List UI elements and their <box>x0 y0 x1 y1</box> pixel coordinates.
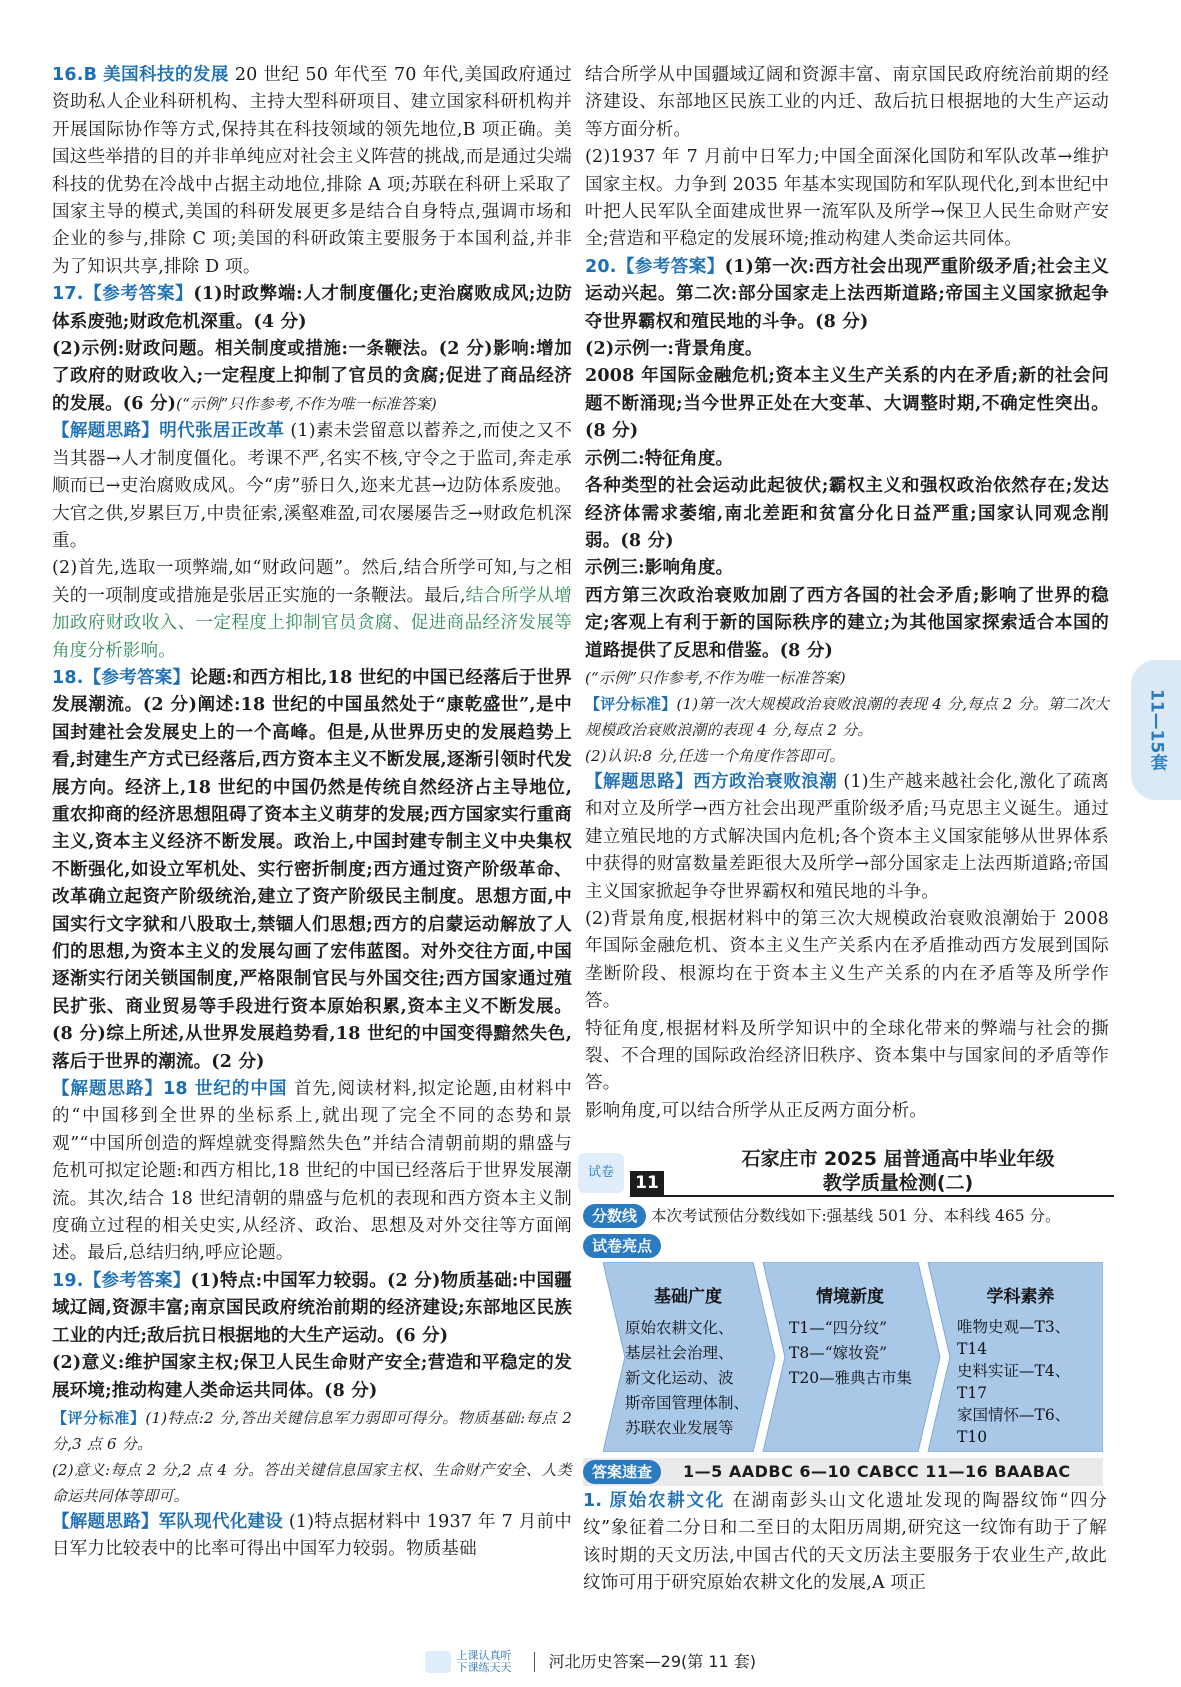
q19-idea-text: (1)特点据材料中 1937 年 7 月前中日军力比较表中的比率可得出中国军力较弱。物质基础 <box>52 1511 573 1560</box>
chevron-context-body <box>789 1316 912 1391</box>
q18-answer <box>52 665 572 1076</box>
chevron-literacy-line: T14 <box>957 1340 988 1358</box>
highlights-label-wrap <box>583 1233 661 1260</box>
q20-score2: (2)认识:8 分,任选一个角度作答即可。 <box>585 746 845 765</box>
chevron-basic-line: 原始农耕文化、 <box>625 1319 734 1337</box>
q17-idea-topic: 明代张居正改革 <box>159 421 285 442</box>
chevron-context-line: T1—“四分纹” <box>789 1319 888 1337</box>
q17-idea1: (1)素未尝留意以蓄养之,而使之又不当其器→人才制度僵化。考课不严,名实不核,守令之于监司,奔走承顺而已→吏治腐败成风。今“虏”骄日久,迩来尤甚→边防体系废弛。大官之供,岁累巨万,中贵征索,溪壑难盈,司农屡屡告乏→财政危机深重。 <box>52 421 573 551</box>
q17-answer <box>52 281 572 336</box>
q17-a1: (1)时政弊端:人才制度僵化;吏治腐败成风;边防体系废弛;财政危机深重。(4 分) <box>52 284 573 332</box>
q19-cont2: (2)1937 年 7 月前中日军力;中国全面深化国防和军队改革→维护国家主权。力争到 2035 年基本实现国防和军队现代化,到本世纪中叶把人民军队全面建成世界一流军队及所学→保卫人民生命财产安全;营造和平稳定的发展环境;推动构建人类命运共同体。 <box>585 147 1109 250</box>
q20-idea4: 影响角度,可以结合所学从正反两方面分析。 <box>585 1100 928 1121</box>
q16-body: 20 世纪 50 年代至 70 年代,美国政府通过资助私人企业科研机构、主持大型科研项目、建立国家科研机构并开展国际协作等方式,保持其在科技领域的领先地位,B 项正确。美国这些举措的目的并非单纯应对社会主义阵营的挑战,而是通过尖端科技的优势在冷战中占据主动地位,排除 A 项;苏联在科研上采取了国家主导的模式,美国的科研发展更多是结合自身特点,强调市场和企业的参与,排除 C 项;美国的科研政策主要服务于本国利益,并非为了知识共享,排除 D 项。 <box>52 65 572 277</box>
section-11-header <box>578 1147 1118 1199</box>
q17-a2: (2)示例:财政问题。相关制度或措施:一条鞭法。(2 分)影响:增加了政府的财政收入;一定程度上抑制了官员的贪腐;促进了商品经济的发展。(6 分) <box>52 339 572 414</box>
q17-answer-2 <box>52 336 572 418</box>
chevron-literacy-line: 唯物史观—T3、 <box>957 1318 1071 1336</box>
q20-a4: 示例二:特征角度。 <box>585 448 734 469</box>
q19-score2: (2)意义:每点 2 分,2 点 4 分。答出关键信息国家主权、生命财产安全、人类命运共同体等即可。 <box>52 1460 572 1505</box>
right-column <box>585 62 1109 1125</box>
q20-answer-label: 【参考答案】 <box>616 256 725 277</box>
left-column <box>52 62 572 1564</box>
q20-a3: 2008 年国际金融危机;资本主义生产关系的内在矛盾;新的社会问题不断涌现;当今世界正处在大变革、大调整时期,不确定性突出。(8 分) <box>585 366 1109 442</box>
chevron-literacy-line: 家国情怀—T6、 <box>957 1406 1071 1424</box>
section-underline <box>630 1195 1114 1197</box>
q20-note: (“示例”只作参考,不作为唯一标准答案) <box>585 668 846 687</box>
q20-idea <box>585 769 1109 906</box>
q16-block <box>52 62 572 281</box>
chevron-literacy-body <box>957 1316 1070 1448</box>
q18-idea-topic: 18 世纪的中国 <box>163 1079 288 1100</box>
chevron-context <box>775 1262 925 1452</box>
q19-a2: (2)意义:维护国家主权;保卫人民生命财产安全;营造和平稳定的发展环境;推动构建人类命运共同体。(8 分) <box>52 1353 572 1401</box>
section-title-line1: 石家庄市 2025 届普通高中毕业年级 <box>741 1148 1055 1170</box>
footer-page-label: 河北历史答案—29(第 11 套) <box>548 1652 757 1671</box>
q20-idea2: (2)背景角度,根据材料中的第三次大规模政治衰败浪潮始于 2008 年国际金融危机、资本主义生产关系内在矛盾推动西方发展到国际垄断阶段、根源均在于资本主义生产关系的内在矛盾等及所学作答。 <box>585 908 1109 1012</box>
q19-idea <box>52 1509 572 1564</box>
q20-a7: 西方第三次政治衰败加剧了西方各国的社会矛盾;影响了世界的稳定;客观上有利于新的国际秩序的建立;为其他国家探索适合本国的道路提供了反思和借鉴。(8 分) <box>585 585 1109 661</box>
q17-idea2a: (2)首先,选取一项弊端,如“财政问题”。然后,结合所学可知,与之相关的一项制度或措施是张居正实施的一条鞭法。最后, <box>52 558 572 606</box>
q19-score1: (1)特点:2 分,答出关键信息军力弱即可得分。物质基础:每点 2 分,3 点 6 分。 <box>52 1408 572 1453</box>
q20-score-label: 【评分标准】 <box>585 694 677 713</box>
q18-answer-label: 【参考答案】 <box>83 667 191 688</box>
q20-a5: 各种类型的社会运动此起彼伏;霸权主义和强权政治依然存在;发达经济体需求萎缩,南北差距和贫富分化日益严重;国家认同观念削弱。(8 分) <box>585 476 1109 551</box>
q17-note: (“示例”只作参考,不作为唯一标准答案) <box>176 394 437 413</box>
section-title-line2: 教学质量检测(二) <box>822 1172 974 1194</box>
q16-topic: 美国科技的发展 <box>103 65 229 85</box>
q17-idea-label: 【解题思路】 <box>52 421 160 442</box>
chevron-basic-line: 新文化运动、波 <box>625 1369 734 1387</box>
publisher-logo-icon <box>425 1651 451 1673</box>
exam-badge: 试卷 <box>578 1153 624 1193</box>
q19-tag: 19. <box>52 1270 84 1291</box>
chevron-literacy-line: 史料实证—T4、 <box>957 1362 1071 1380</box>
chevron-basic-title: 基础广度 <box>654 1287 722 1307</box>
q19-cont: 结合所学从中国疆域辽阔和资源丰富、南京国民政府统治前期的经济建设、东部地区民族工业的内迁、敌后抗日根据地的大生产运动等方面分析。 <box>585 65 1109 140</box>
score-line-label: 分数线 <box>583 1204 646 1228</box>
q1-body: 在湖南彭头山文化遗址发现的陶器纹饰“四分纹”象征着二分日和二至日的太阳历周期,研究这一纹饰有助于了解该时期的天文历法,中国古代的天文历法主要服务于农业生产,故此纹饰可用于研究原始农耕文化的发展,A 项正 <box>583 1491 1108 1594</box>
chevron-basic-line: 斯帝国管理体制、 <box>625 1394 750 1412</box>
q20-tag: 20. <box>585 256 617 277</box>
highlights-diagram <box>603 1262 1103 1452</box>
chevron-basic-line: 基层社会治理、 <box>625 1344 734 1362</box>
q1-topic: 原始农耕文化 <box>609 1491 725 1511</box>
answer-key-label: 答案速查 <box>583 1460 661 1484</box>
q20-score1: (1)第一次大规模政治衰败浪潮的表现 4 分,每点 2 分。第二次大规模政治衰败浪潮的表现 4 分,每点 2 分。 <box>585 694 1109 739</box>
page-footer <box>0 1648 1181 1678</box>
chevron-context-title: 情境新度 <box>816 1287 884 1307</box>
section-number: 11 <box>630 1171 664 1195</box>
q19-answer-label: 【参考答案】 <box>83 1270 191 1291</box>
chevron-literacy-line: T17 <box>957 1384 988 1402</box>
q17-idea2b: 结合所学从增加政府财政收入、一定程度上抑制官员贪腐、促进商品经济发展等角度分析影响。 <box>52 585 572 661</box>
chevron-context-line: T8—“嫁妆瓷” <box>789 1344 888 1362</box>
q20-a1: (1)第一次:西方社会出现严重阶级矛盾;社会主义运动兴起。第二次:部分国家走上法西斯道路;帝国主义国家掀起争夺世界霸权和殖民地的斗争。(8 分) <box>585 256 1109 332</box>
q20-idea-label: 【解题思路】 <box>585 771 694 792</box>
q17-idea <box>52 418 572 555</box>
q17-idea-2 <box>52 555 572 665</box>
q16-tag: 16.B <box>52 65 98 85</box>
q19-idea-label: 【解题思路】 <box>52 1511 159 1532</box>
q19-idea-topic: 军队现代化建设 <box>158 1511 284 1532</box>
section-range-tab: 11—15套 <box>1131 660 1181 800</box>
q18-idea-label: 【解题思路】 <box>52 1079 164 1100</box>
footer-divider <box>534 1652 535 1672</box>
q1-tag: 1. <box>583 1491 603 1511</box>
chevron-basic-line: 苏联农业发展等 <box>625 1419 734 1437</box>
q19-score-label: 【评分标准】 <box>52 1408 146 1427</box>
chevron-literacy-title: 学科素养 <box>986 1287 1055 1307</box>
chevron-literacy <box>943 1262 1098 1452</box>
q20-idea3: 特征角度,根据材料及所学知识中的全球化带来的弊端与社会的撕裂、不合理的国际政治经济旧秩序、资本集中与国家间的矛盾等作答。 <box>585 1018 1109 1094</box>
q19-score <box>52 1405 572 1457</box>
q20-answer <box>585 254 1109 336</box>
q20-score <box>585 691 1109 743</box>
chevron-literacy-line: T10 <box>957 1428 988 1446</box>
q20-idea1: (1)生产越来越社会化,激化了疏离和对立及所学→西方社会出现严重阶级矛盾;马克思主义诞生。通过建立殖民地的方式解决国内危机;各个资本主义国家能够从世界体系中获得的财富数量差距很大及所学→部分国家走上法西斯道路;帝国主义国家掀起争夺世界霸权和殖民地的斗争。 <box>585 771 1110 902</box>
q20-a2: (2)示例一:背景角度。 <box>585 339 763 360</box>
chevron-basic-body <box>625 1316 749 1441</box>
q17-answer-label: 【参考答案】 <box>83 284 194 305</box>
answer-key-text: 1—5 AADBC 6—10 CABCC 11—16 BAABAC <box>683 1462 1071 1481</box>
q18-idea <box>52 1076 572 1268</box>
score-line-row <box>583 1203 1123 1229</box>
q18-tag: 18. <box>52 667 84 688</box>
q20-idea-topic: 西方政治衰败浪潮 <box>693 771 838 792</box>
q17-tag: 17. <box>52 284 84 305</box>
answer-key-bar <box>583 1458 1103 1486</box>
q20-a6: 示例三:影响角度。 <box>585 558 734 579</box>
q18-idea-text: 首先,阅读材料,拟定论题,由材料中的“中国移到全世界的坐标系上,就出现了完全不同的态势和景观”“中国所创造的辉煌就变得黯然失色”并结合清朝前期的鼎盛与危机可拟定论题:和西方相比,18 世纪的中国已经落后于世界发展潮流。其次,结合 18 世纪清朝的鼎盛与危机的表现和西方资本主义制度确立过程的相关史实,从经济、政治、思想及对外交往等方面阐述。最后,总结归纳,呼应论题。 <box>52 1079 573 1264</box>
chevron-context-line: T20—雅典古市集 <box>789 1369 913 1387</box>
highlights-label: 试卷亮点 <box>583 1234 661 1258</box>
q18-a1: 论题:和西方相比,18 世纪的中国已经落后于世界发展潮流。(2 分)阐述:18 世纪的中国虽然处于“康乾盛世”,是中国封建社会发展史上的一个高峰。但是,从世界历史的发展趋势上看,封建生产方式已经落后,西方资本主义不断发展,逐渐引领时代发展方向。经济上,18 世纪的中国仍然是传统自然经济占主导地位,重农抑商的经济思想阻碍了资本主义萌芽的发展;西方国家实行重商主义,资本主义经济不断发展。政治上,中国封建专制主义中央集权不断强化,如设立军机处、实行密折制度;西方通过资产阶级革命、改革确立起资产阶级统治,建立了资产阶级民主制度。思想方面,中国实行文字狱和八股取士,禁锢人们思想;西方的启蒙运动解放了人们的思想,为资本主义的发展勾画了宏伟蓝图。对外交往方面,中国逐渐实行闭关锁国制度,严格限制官民与外国交往;西方国家通过殖民扩张、商业贸易等手段进行资本原始积累,资本主义不断发展。(8 分)综上所述,从世界发展趋势看,18 世纪的中国变得黯然失色,落后于世界的潮流。(2 分) <box>52 667 573 1072</box>
q19-a1: (1)特点:中国军力较弱。(2 分)物质基础:中国疆域辽阔,资源丰富;南京国民政府统治前期的经济建设;东部地区民族工业的内迁;敌后抗日根据地的大生产运动。(6 分) <box>52 1270 572 1346</box>
q19-answer <box>52 1268 572 1350</box>
footer-slogan: 上课认真听 下课练天天 <box>456 1648 512 1674</box>
q1-block <box>583 1488 1107 1598</box>
score-line-text: 本次考试预估分数线如下:强基线 501 分、本科线 465 分。 <box>650 1207 1061 1225</box>
chevron-basic <box>613 1262 763 1452</box>
